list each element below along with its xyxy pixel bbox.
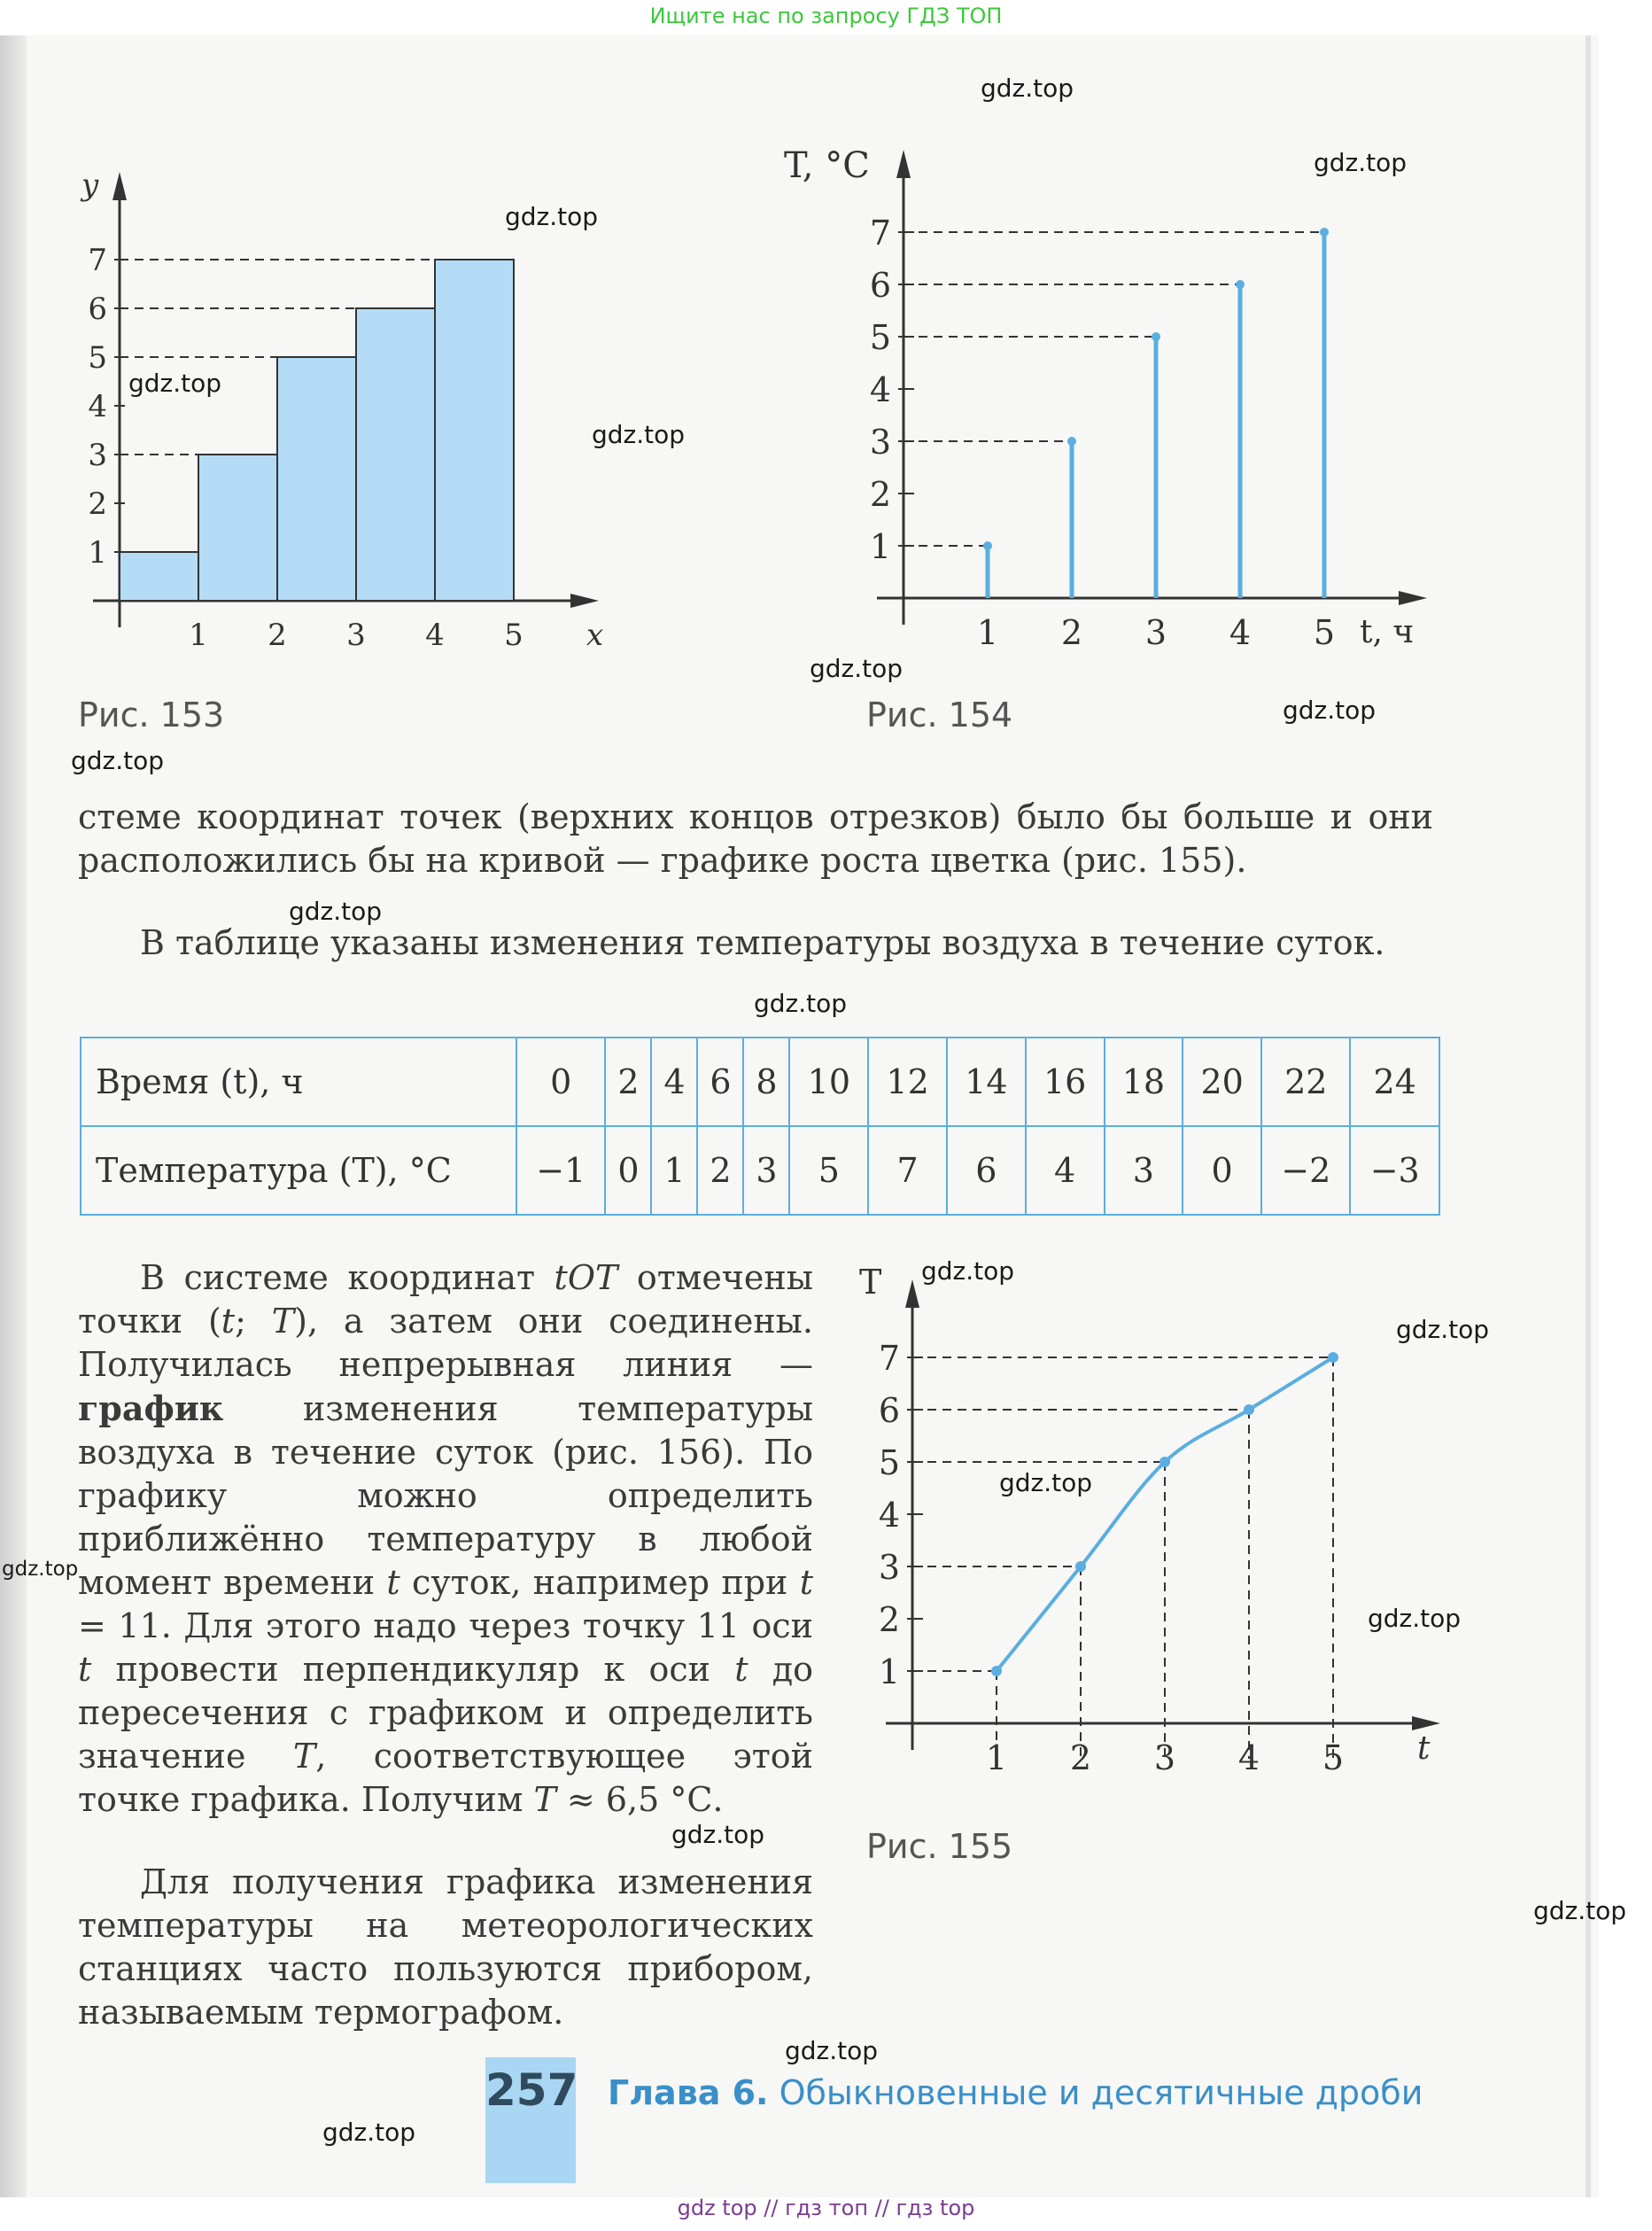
data-point	[1236, 280, 1245, 289]
x-tick-label: 2	[1069, 1738, 1092, 1777]
x-tick-label: 2	[268, 618, 287, 653]
watermark: gdz.top	[71, 746, 165, 775]
watermark: gdz.top	[810, 654, 904, 683]
figure-154	[771, 133, 1462, 682]
math-var: t	[799, 1563, 814, 1602]
chapter-title	[608, 2073, 1423, 2112]
paragraph-4-text: Для получения графика изменения температуры на метеорологических станциях часто пользуются прибором, называемым термографом.	[78, 1862, 813, 2032]
x-tick-label: 5	[504, 618, 524, 653]
y-tick-label: 6	[88, 292, 107, 327]
data-point	[1160, 1457, 1170, 1467]
math-var: t	[734, 1650, 748, 1689]
caption-fig154: Рис. 154	[866, 696, 1013, 735]
data-point	[1328, 1352, 1338, 1363]
text-run: провести перпендикуляр к оси	[91, 1650, 735, 1689]
y-tick-label: 3	[88, 438, 107, 473]
table-cell: −2	[1261, 1126, 1350, 1215]
x-axis-label: t, ч	[1360, 614, 1415, 650]
y-tick-label: 1	[878, 1652, 900, 1691]
paragraph-3	[78, 1256, 813, 1822]
math-var: T	[292, 1737, 316, 1776]
data-point	[1320, 228, 1329, 237]
text-run: отмечены точки (	[78, 1258, 813, 1341]
table-cell: 0	[516, 1038, 605, 1126]
table-cell: 1	[651, 1126, 697, 1215]
x-axis-arrow	[570, 594, 599, 608]
table-cell: 7	[868, 1126, 947, 1215]
y-axis-label: T	[859, 1263, 882, 1302]
watermark: gdz.top	[1283, 696, 1377, 725]
x-tick-label: 3	[1144, 613, 1167, 652]
y-axis-label: T, °С	[784, 145, 870, 186]
histogram-bar	[277, 357, 356, 601]
figure-155	[833, 1249, 1470, 1790]
page-gutter-line	[1586, 35, 1591, 2197]
y-axis-arrow	[896, 150, 911, 178]
histogram-bar	[120, 552, 198, 601]
table-cell: 0	[605, 1126, 651, 1215]
y-tick-label: 3	[869, 423, 891, 462]
data-point	[1075, 1561, 1086, 1572]
table-cell: 2	[697, 1126, 743, 1215]
table-row-label: Температура (T), °С	[81, 1126, 516, 1215]
table-cell: 8	[743, 1038, 789, 1126]
watermark: gdz.top	[128, 369, 222, 398]
page-number-box	[485, 2057, 576, 2183]
page-number: 257	[485, 2064, 578, 2116]
watermark: gdz.top	[1396, 1315, 1490, 1344]
watermark: gdz.top	[505, 202, 599, 231]
x-tick-label: 5	[1313, 613, 1336, 652]
table-cell: 5	[789, 1126, 868, 1215]
y-axis-arrow	[112, 172, 127, 200]
paragraph-1-text: стеме координат точек (верхних концов отрезков) было бы больше и они расположились бы на кривой — графике роста цветка (рис. 155).	[78, 797, 1433, 880]
y-tick-label: 1	[869, 527, 891, 566]
paragraph-2-text: В таблице указаны изменения температуры воздуха в течение суток.	[140, 923, 1385, 962]
y-tick-label: 5	[88, 340, 107, 376]
table-cell: 10	[789, 1038, 868, 1126]
bottom-banner[interactable]: gdz top // гдз топ // гдз top	[677, 2196, 975, 2220]
y-tick-label: 7	[878, 1339, 900, 1378]
watermark: gdz.top	[322, 2118, 416, 2147]
data-point	[1244, 1404, 1254, 1415]
table-cell: 4	[1026, 1126, 1105, 1215]
table-cell: 6	[697, 1038, 743, 1126]
table-cell: 18	[1105, 1038, 1183, 1126]
top-banner[interactable]: Ищите нас по запросу ГДЗ ТОП	[649, 4, 1003, 28]
table-cell: 2	[605, 1038, 651, 1126]
y-tick-label: 4	[88, 389, 107, 424]
x-tick-label: 2	[1060, 613, 1083, 652]
watermark: gdz.top	[1368, 1604, 1462, 1633]
text-run: = 11. Для этого надо через точку 11 оси	[78, 1606, 813, 1645]
table-cell: −1	[516, 1126, 605, 1215]
table-cell: 3	[743, 1126, 789, 1215]
watermark: gdz.top	[1533, 1896, 1627, 1925]
x-tick-label: 1	[985, 1738, 1008, 1777]
math-var: t	[78, 1650, 92, 1689]
table-cell: 24	[1350, 1038, 1439, 1126]
text-run: изменения температуры воздуха в течение суток (рис. 156). По графику можно определить приближённо температуру в любой момент времени	[78, 1389, 813, 1602]
bold-term: график	[78, 1388, 224, 1428]
y-tick-label: 4	[869, 370, 891, 409]
data-point	[983, 541, 992, 550]
histogram-bar	[198, 455, 277, 601]
math-var: t	[221, 1302, 236, 1341]
table-cell: 22	[1261, 1038, 1350, 1126]
y-tick-label: 3	[878, 1548, 900, 1587]
caption-fig155: Рис. 155	[866, 1827, 1013, 1866]
table-cell: 20	[1183, 1038, 1261, 1126]
y-tick-label: 5	[878, 1443, 900, 1482]
x-tick-label: 1	[976, 613, 999, 652]
histogram-bar	[356, 308, 435, 601]
watermark: gdz.top	[754, 989, 848, 1018]
math-var: tOT	[554, 1258, 618, 1297]
y-tick-label: 2	[878, 1600, 900, 1639]
data-point	[1152, 332, 1160, 341]
chapter-name: Обыкновенные и десятичные дроби	[768, 2073, 1423, 2112]
watermark: gdz.top	[785, 2036, 879, 2065]
watermark: gdz.top	[2, 1558, 79, 1581]
x-tick-label: 4	[425, 618, 445, 653]
watermark: gdz.top	[1314, 148, 1408, 177]
y-tick-label: 4	[878, 1496, 900, 1535]
data-point	[1067, 437, 1076, 446]
text-run: ;	[235, 1302, 272, 1341]
text-run: до пересечения с графиком и определить значение	[78, 1650, 813, 1776]
table-cell: 14	[947, 1038, 1026, 1126]
y-axis-arrow	[905, 1279, 919, 1308]
data-point	[991, 1666, 1002, 1676]
chapter-number: Глава 6.	[608, 2073, 769, 2112]
watermark: gdz.top	[289, 897, 383, 926]
x-tick-label: 4	[1229, 613, 1252, 652]
x-axis-arrow	[1412, 1716, 1440, 1730]
text-run: ≈ 6,5 °С.	[555, 1780, 724, 1819]
figure-153	[71, 159, 620, 691]
table-cell: 4	[651, 1038, 697, 1126]
text-run: В системе координат	[140, 1258, 555, 1297]
y-axis-label: y	[81, 167, 99, 203]
x-tick-label: 4	[1237, 1738, 1260, 1777]
x-tick-label: 5	[1322, 1738, 1345, 1777]
histogram-bar	[435, 260, 514, 601]
caption-fig153: Рис. 153	[78, 696, 225, 735]
table-cell: 6	[947, 1126, 1026, 1215]
math-var: t	[386, 1563, 400, 1602]
y-tick-label: 7	[869, 214, 891, 253]
watermark: gdz.top	[981, 74, 1074, 103]
table-cell: 16	[1026, 1038, 1105, 1126]
y-tick-label: 1	[88, 535, 107, 571]
text-run: суток, например при	[399, 1563, 800, 1602]
table-row-time	[81, 1038, 1439, 1126]
table-cell: 12	[868, 1038, 947, 1126]
y-tick-label: 2	[869, 475, 891, 514]
table-cell: 3	[1105, 1126, 1183, 1215]
paragraph-1	[78, 796, 1433, 882]
x-tick-label: 1	[189, 618, 208, 653]
y-tick-label: 7	[88, 243, 107, 278]
watermark: gdz.top	[999, 1468, 1093, 1497]
watermark: gdz.top	[921, 1256, 1015, 1286]
y-tick-label: 2	[88, 486, 107, 522]
y-tick-label: 6	[878, 1391, 900, 1430]
paragraph-2	[78, 921, 1433, 965]
text-run: , соответствующее этой точке графика. Получим	[78, 1737, 813, 1819]
table-row-temperature	[81, 1126, 1439, 1215]
table-cell: −3	[1350, 1126, 1439, 1215]
y-tick-label: 5	[869, 318, 891, 357]
watermark: gdz.top	[592, 420, 686, 449]
x-axis-arrow	[1399, 591, 1427, 605]
y-tick-label: 6	[869, 266, 891, 305]
x-tick-label: 3	[346, 618, 366, 653]
text-run: ), а затем они соединены. Получилась непрерывная линия —	[78, 1302, 813, 1384]
math-var: T	[271, 1302, 295, 1341]
watermark: gdz.top	[671, 1820, 765, 1849]
paragraph-4	[78, 1861, 813, 2034]
x-axis-label: t	[1417, 1730, 1431, 1767]
temperature-table	[80, 1037, 1440, 1216]
math-var: T	[533, 1780, 556, 1819]
x-tick-label: 3	[1153, 1738, 1176, 1777]
table-row-label: Время (t), ч	[81, 1038, 516, 1126]
x-axis-label: x	[586, 618, 604, 653]
table-cell: 0	[1183, 1126, 1261, 1215]
